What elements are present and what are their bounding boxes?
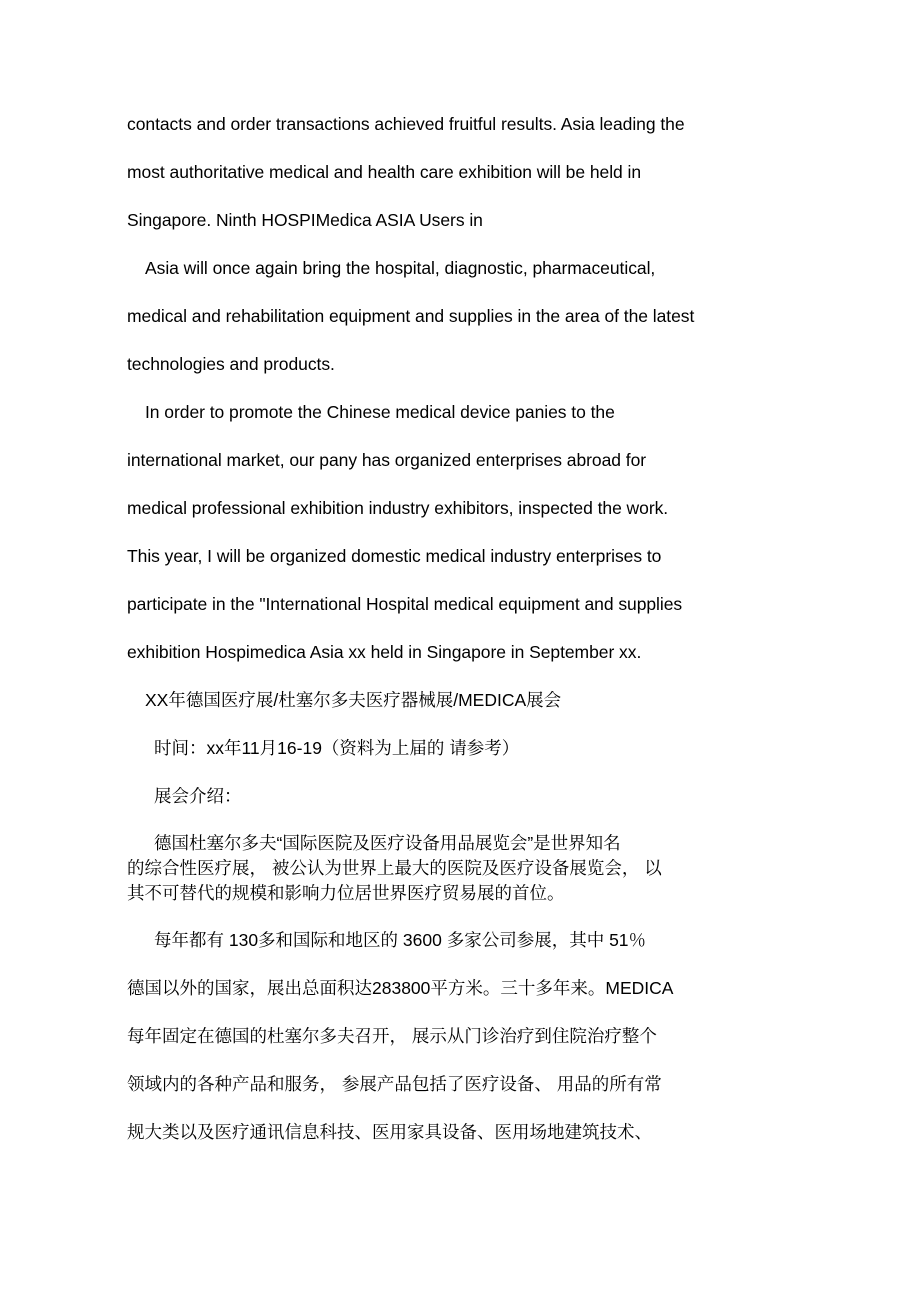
text-line: participate in the "International Hospital medical equipment and supplies xyxy=(127,594,683,614)
text-line: 规大类以及医疗通讯信息科技、医用家具设备、医用场地建筑技术、 xyxy=(127,1122,652,1142)
text-line: 每年都有 130多和国际和地区的 3600 多家公司参展，其中 51％ xyxy=(154,930,647,950)
paragraph-english-3 xyxy=(127,388,799,676)
text-line: Singapore. Ninth HOSPIMedica ASIA Users in xyxy=(127,210,483,230)
document-content xyxy=(127,100,799,1156)
text-line: international market, our pany has organized enterprises abroad for xyxy=(127,450,647,470)
exhibition-time-line: 时间：xx年11月16-19（资料为上届的 请参考） xyxy=(154,738,520,758)
text-line: 德国杜塞尔多夫“国际医院及医疗设备用品展览会”是世界知名 xyxy=(154,833,621,853)
text-line: 德国以外的国家，展出总面积达283800平方米。三十多年来。MEDICA xyxy=(127,978,674,998)
text-line: 其不可替代的规模和影响力位居世界医疗贸易展的首位。 xyxy=(127,883,565,903)
text-line: contacts and order transactions achieved fruitful results. Asia leading the xyxy=(127,114,685,134)
text-line: exhibition Hospimedica Asia xx held in Singapore in September xx. xyxy=(127,642,642,662)
paragraph-english-2 xyxy=(127,244,799,388)
paragraph-chinese-stats xyxy=(127,916,799,1156)
text-line: In order to promote the Chinese medical device panies to the xyxy=(145,402,615,422)
text-line: medical and rehabilitation equipment and supplies in the area of the latest xyxy=(127,306,695,326)
text-line: technologies and products. xyxy=(127,354,335,374)
paragraph-english-1 xyxy=(127,100,799,244)
exhibition-intro-label: 展会介绍： xyxy=(154,786,242,806)
paragraph-chinese-intro xyxy=(127,831,799,906)
text-line: most authoritative medical and health care exhibition will be held in xyxy=(127,162,642,182)
text-line: 每年固定在德国的杜塞尔多夫召开， 展示从门诊治疗到住院治疗整个 xyxy=(127,1026,657,1046)
text-line: 的综合性医疗展， 被公认为世界上最大的医院及医疗设备展览会， 以 xyxy=(127,858,662,878)
text-line: This year, I will be organized domestic medical industry enterprises to xyxy=(127,546,662,566)
exhibition-heading: XX年德国医疗展/杜塞尔多夫医疗器械展/MEDICA展会 xyxy=(145,690,562,710)
text-line: 领域内的各种产品和服务， 参展产品包括了医疗设备、 用品的所有常 xyxy=(127,1074,662,1094)
text-line: medical professional exhibition industry exhibitors, inspected the work. xyxy=(127,498,669,518)
text-line: Asia will once again bring the hospital, diagnostic, pharmaceutical, xyxy=(145,258,656,278)
